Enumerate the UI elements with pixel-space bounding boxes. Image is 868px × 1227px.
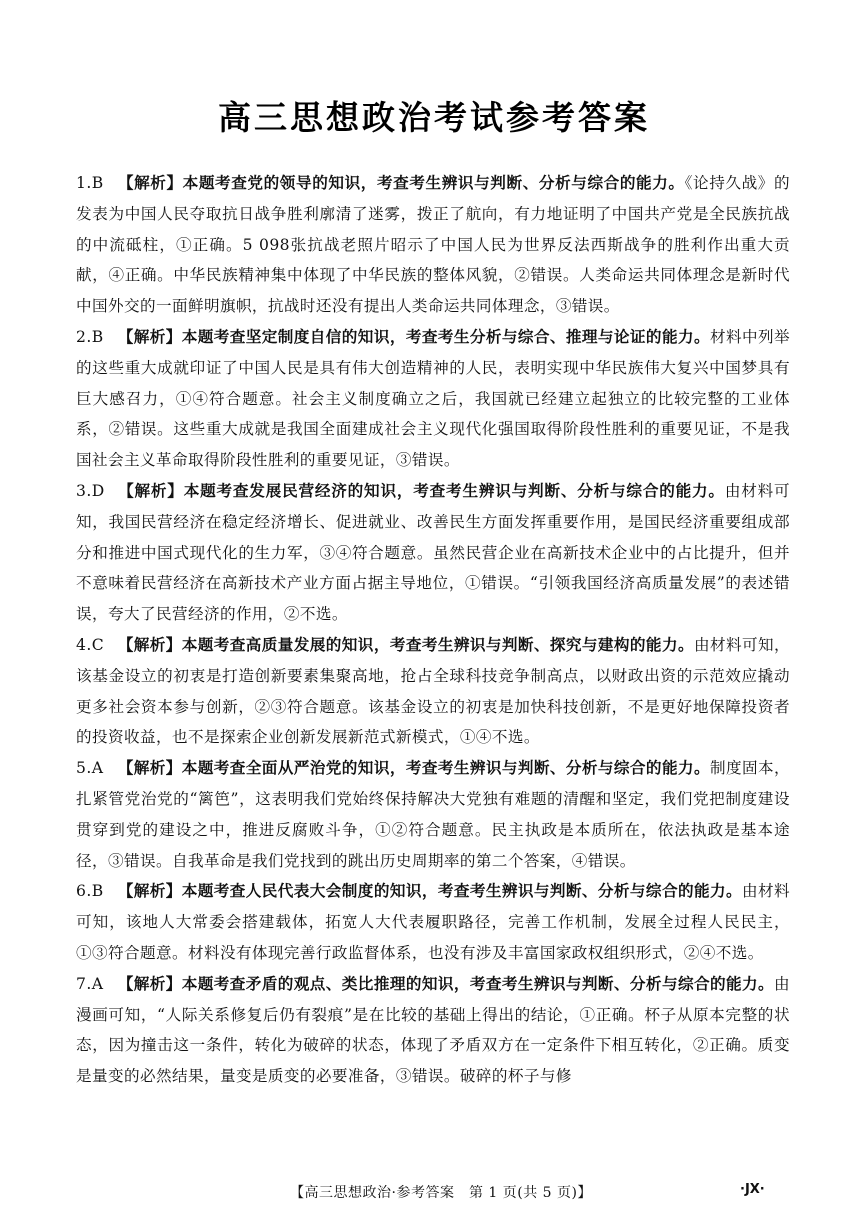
page-title: 高三思想政治考试参考答案 bbox=[218, 98, 650, 137]
item-summary: 本题考查党的领导的知识，考查考生辨识与判断、分析与综合的能力。 bbox=[182, 174, 685, 192]
item-summary: 本题考查人民代表大会制度的知识，考查考生辨识与判断、分析与综合的能力。 bbox=[181, 882, 742, 901]
version-code: ·JX· bbox=[740, 1182, 765, 1197]
analysis-tag: 【解析】 bbox=[117, 974, 182, 993]
item-number: 1. bbox=[76, 174, 92, 192]
item-summary: 本题考查发展民营经济的知识，考查考生辨识与判断、分析与综合的能力。 bbox=[183, 481, 725, 500]
item-number: 7. bbox=[76, 974, 92, 993]
item-summary: 本题考查高质量发展的知识，考查考生辨识与判断、探究与建构的能力。 bbox=[181, 635, 694, 654]
page-number-label: 【高三思想政治·参考答案 第 1 页(共 5 页)】 bbox=[290, 1185, 592, 1201]
analysis-tag: 【解析】 bbox=[117, 635, 182, 654]
analysis-tag: 【解析】 bbox=[117, 327, 182, 346]
analysis-tag: 【解析】 bbox=[117, 481, 184, 500]
item-body: 由材料可知，我国民营经济在稳定经济增长、促进就业、改善民生方面发挥重要作用，是国民经济重要组成部分和推进中国式现代化的生力军，③④符合题意。虽然民营企业在高新技术企业中的占比提升，但并不意味着民营经济在高新技术产业方面占据主导地位，①错误。“引领我国经济高质量发展”的表述错误，夸大了民营经济的作用，②不选。 bbox=[76, 481, 790, 624]
answer-item-5 bbox=[76, 753, 790, 876]
item-body: 《论持久战》的发表为中国人民夺取抗日战争胜利廓清了迷雾，拨正了航向，有力地证明了中国共产党是全民族抗战的中流砥柱，①正确。5 098张抗战老照片昭示了中国人民为世界反法西斯战争的胜利作出重大贡献，④正确。中华民族精神集中体现了中华民族的整体风貌，②错误。人类命运共同体理念是新时代中国外交的一面鲜明旗帜，抗战时还没有提出人类命运共同体理念，③错误。 bbox=[76, 174, 790, 316]
analysis-tag: 【解析】 bbox=[117, 174, 183, 192]
item-body: 由材料可知，该基金设立的初衷是打造创新要素集聚高地，抢占全球科技竞争制高点，以财政出资的示范效应撬动更多社会资本参与创新，②③符合题意。该基金设立的初衷是加快科技创新，不是更好地保障投资者的投资收益，也不是探索企业创新发展新范式新模式，①④不选。 bbox=[76, 635, 790, 747]
answer-item-3 bbox=[76, 476, 790, 630]
item-body: 由材料可知，该地人大常委会搭建载体，拓宽人大代表履职路径，完善工作机制，发展全过程人民民主，①③符合题意。材料没有体现完善行政监督体系，也没有涉及丰富国家政权组织形式，②④不选。 bbox=[76, 882, 790, 962]
answer-list bbox=[76, 168, 790, 1092]
item-answer: A bbox=[91, 974, 104, 993]
item-answer: C bbox=[91, 635, 105, 654]
item-number: 5. bbox=[76, 759, 92, 778]
item-number: 2. bbox=[76, 327, 92, 346]
answer-item-2 bbox=[76, 322, 790, 476]
answer-item-1 bbox=[76, 168, 790, 322]
item-body: 制度固本，扎紧管党治党的“篱笆”，这表明我们党始终保持解决大党独有难题的清醒和坚定，我们党把制度建设贯穿到党的建设之中，推进反腐败斗争，①②符合题意。民主执政是本质所在，依法执政是基本途径，③错误。自我革命是我们党找到的跳出历史周期率的第二个答案，④错误。 bbox=[76, 759, 790, 870]
answer-item-7 bbox=[76, 969, 790, 1092]
answer-item-4 bbox=[76, 630, 790, 753]
item-summary: 本题考查全面从严治党的知识，考查考生辨识与判断、分析与综合的能力。 bbox=[181, 759, 710, 778]
item-body: 材料中列举的这些重大成就印证了中国人民是具有伟大创造精神的人民，表明实现中华民族伟大复兴中国梦具有巨大感召力，①④符合题意。社会主义制度确立之后，我国就已经建立起独立的比较完整的工业体系，②错误。这些重大成就是我国全面建成社会主义现代化强国取得阶段性胜利的重要见证，不是我国社会主义革命取得阶段性胜利的重要见证，③错误。 bbox=[76, 327, 790, 470]
item-answer: A bbox=[91, 759, 104, 778]
item-answer: D bbox=[91, 481, 105, 500]
item-number: 6. bbox=[76, 882, 92, 901]
analysis-tag: 【解析】 bbox=[117, 759, 182, 778]
analysis-tag: 【解析】 bbox=[117, 882, 182, 901]
page-footer bbox=[0, 1182, 868, 1206]
item-answer: B bbox=[91, 882, 104, 901]
item-summary: 本题考查坚定制度自信的知识，考查考生分析与综合、推理与论证的能力。 bbox=[181, 327, 710, 346]
item-answer: B bbox=[91, 174, 104, 192]
item-number: 3. bbox=[76, 481, 92, 500]
item-summary: 本题考查矛盾的观点、类比推理的知识，考查考生辨识与判断、分析与综合的能力。 bbox=[181, 974, 774, 993]
answer-item-6 bbox=[76, 876, 790, 968]
item-body: 由漫画可知，“人际关系修复后仍有裂痕”是在比较的基础上得出的结论，①正确。杯子从原本完整的状态，因为撞击这一条件，转化为破碎的状态，体现了矛盾双方在一定条件下相互转化，②正确。质变是量变的必然结果，量变是质变的必要准备，③错误。破碎的杯子与修 bbox=[76, 974, 790, 1086]
item-answer: B bbox=[91, 327, 104, 346]
item-number: 4. bbox=[76, 635, 92, 654]
